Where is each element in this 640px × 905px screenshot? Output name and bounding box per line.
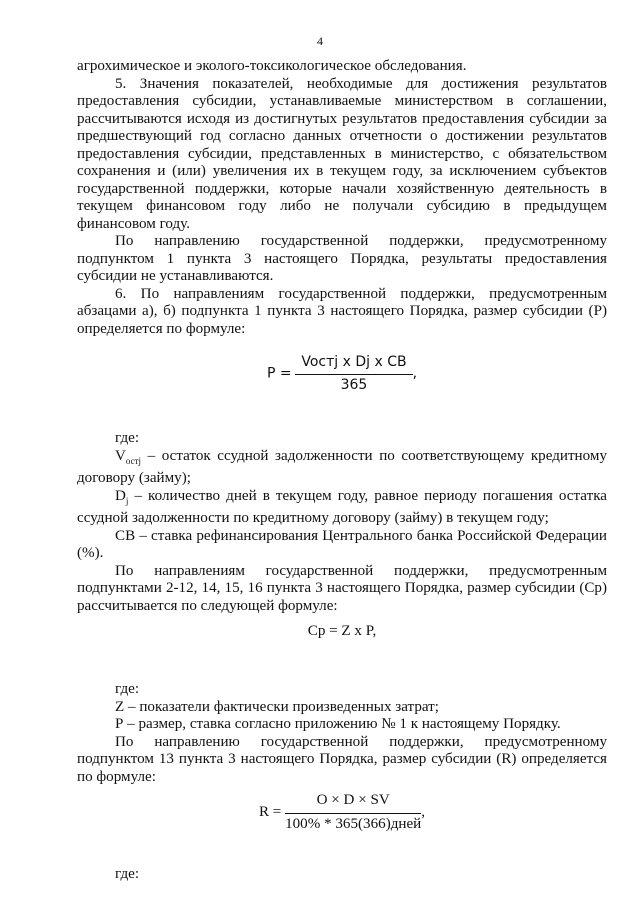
paragraph-5: 5. Значения показателей, необходимые для достижения результатов предоставления субсидии, устанавливаемые министерством в соглашении, рассчитываются исходя из достигнутых результатов предоставления субсидии за предшествующий год согласно данных отчетности о достижении результатов предоставления субсидии, представленных в министерство, с обязательством сохранения и (или) увеличения их в текущем году, за исключением субъектов государственной поддержки, которые начали хозяйственную деятельность в текущем финансовом году либо не получали субсидию в предыдущем финансовом году. (77, 75, 607, 232)
def-d-subscript: j (125, 495, 129, 506)
formula-r-lhs: R = (258, 804, 282, 820)
formula-cp: Ср = Z x P, (307, 623, 377, 640)
def-d-symbol: D (115, 487, 126, 504)
formula-p-lhs: P = (266, 365, 292, 382)
definition-cb: СВ – ставка рефинансирования Центрального банка Российской Федерации (%). (77, 527, 607, 562)
paragraph-6: 6. По направлениям государственной поддержки, предусмотренным абзацами а), б) подпункта 1 пункта 3 настоящего Порядка, размер субсидии (Р) определяется по формуле: (77, 285, 607, 337)
formula-p (77, 338, 607, 406)
where-label-3: где: (115, 866, 140, 883)
formula-r (77, 786, 607, 842)
where-label-2: где: (115, 681, 140, 698)
formula-r-tail: , (421, 804, 426, 820)
spacer (77, 406, 607, 430)
paragraph-direction-13: По направлению государственной поддержки, предусмотренному подпунктом 13 пункта 3 настоящего Порядка, размер субсидии (R) определяется по формуле: (77, 733, 607, 785)
definition-v (77, 448, 607, 488)
paragraph-direction-1: По направлению государственной поддержки, предусмотренному подпунктом 1 пункта 3 настоящего Порядка, результаты предоставления субсидии не устанавливаются. (77, 233, 607, 284)
spacer (77, 842, 607, 866)
formula-p-numerator: Voстj x Dj x CB (295, 354, 412, 375)
page-number: 4 (317, 34, 323, 48)
def-v-text: – остаток ссудной задолженности по соответствующему кредитному договору (займу); (77, 447, 607, 487)
formula-p-denominator: 365 (340, 376, 368, 393)
formula-r-fraction (285, 792, 421, 833)
def-d-text: – количество дней в текущем году, равное периоду погашения остатка ссудной задолженности по кредитному договору (займу) в текущем году; (77, 487, 607, 527)
spacer (77, 661, 607, 681)
formula-p-fraction (295, 354, 412, 394)
document-body (77, 58, 607, 884)
formula-p-tail: , (412, 365, 418, 382)
definition-p: Р – размер, ставка согласно приложению № 1 к настоящему Порядку. (115, 716, 561, 733)
def-v-symbol: V (115, 447, 126, 464)
where-label-1: где: (115, 430, 140, 446)
paragraph-continuation: агрохимическое и эколого-токсикологическое обследования. (77, 58, 467, 74)
formula-r-denominator: 100% * 365(366)дней (285, 815, 422, 832)
def-v-subscript: остj (125, 455, 142, 466)
formula-r-numerator: O × D × SV (285, 792, 421, 814)
definition-z: Z – показатели фактически произведенных затрат; (115, 698, 439, 715)
paragraph-directions-2-16: По направлениям государственной поддержки, предусмотренным подпунктами 2-12, 14, 15, 16 пункта 3 настоящего Порядка, размер субсидии (Ср) рассчитывается по следующей формуле: (77, 562, 607, 614)
definition-d (77, 488, 607, 528)
